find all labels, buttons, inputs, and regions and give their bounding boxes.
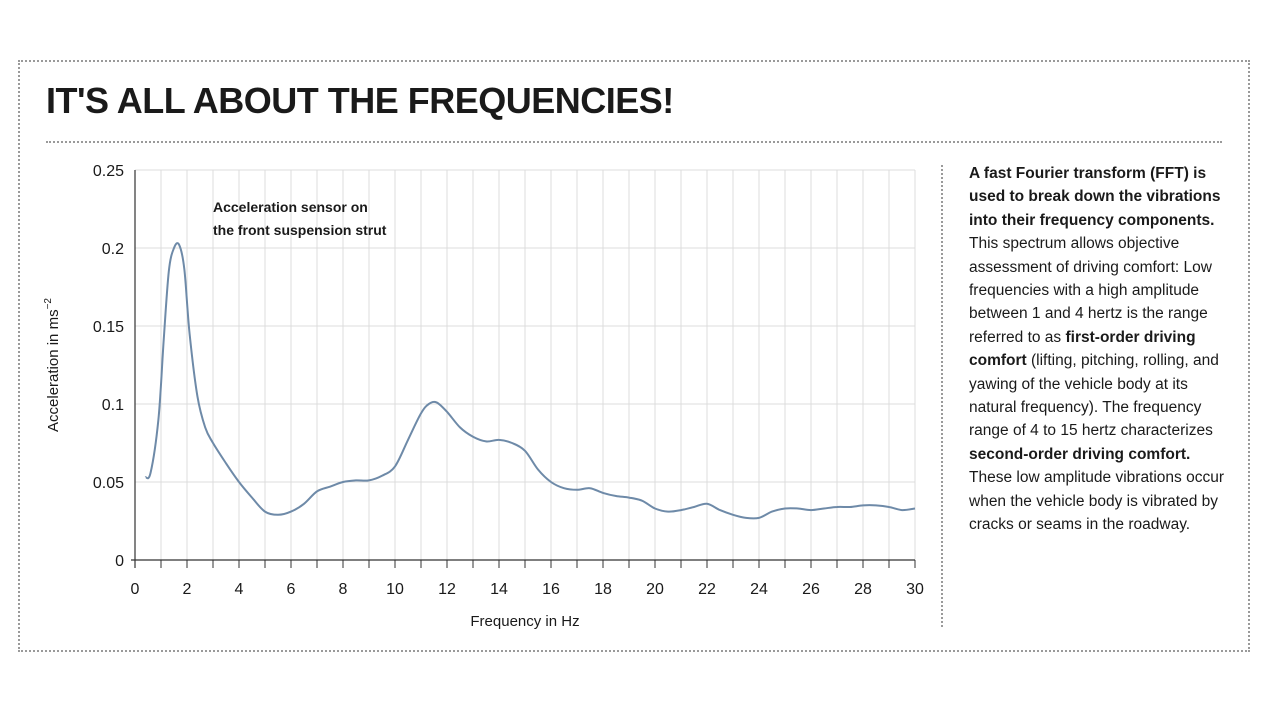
- y-tick-label: 0: [115, 553, 124, 570]
- x-tick-label: 4: [234, 581, 244, 598]
- caption-text: [969, 162, 1234, 537]
- caption-bold-run: first-order driving comfort: [969, 328, 1196, 370]
- x-axis-ticks: [131, 581, 924, 598]
- x-tick-label: 6: [286, 581, 296, 598]
- x-tick-label: 22: [698, 581, 716, 598]
- y-tick-label: 0.25: [92, 163, 124, 180]
- caption-bold-run: A fast Fourier transform (FFT) is used to break down the vibrations into their frequency components.: [969, 165, 1221, 229]
- chart-annotation-line-1: Acceleration sensor on: [213, 199, 368, 215]
- page-title: IT'S ALL ABOUT THE FREQUENCIES!: [46, 80, 674, 121]
- x-tick-label: 26: [802, 581, 820, 598]
- x-tick-label: 28: [854, 581, 872, 598]
- x-tick-label: 14: [490, 581, 508, 598]
- x-tick-label: 18: [594, 581, 612, 598]
- x-tick-label: 0: [130, 581, 140, 598]
- caption-bold-run: second-order driving comfort.: [969, 445, 1191, 463]
- x-tick-label: 12: [438, 581, 456, 598]
- x-axis-label: Frequency in Hz: [470, 613, 580, 630]
- y-axis-ticks: [93, 163, 124, 570]
- caption-divider: [941, 165, 943, 627]
- y-tick-label: 0.1: [101, 397, 124, 414]
- x-tick-label: 24: [750, 581, 768, 598]
- x-tick-label: 16: [542, 581, 560, 598]
- x-tick-label: 10: [386, 581, 404, 598]
- caption-run: (lifting, pitching, rolling, and yawing of the vehicle body at its natural frequency). The frequency range of 4 to 15 hertz characterizes: [969, 352, 1219, 440]
- y-tick-label: 0.2: [101, 241, 124, 258]
- chart-annotation-line-2: the front suspension strut: [213, 222, 387, 238]
- caption-run: These low amplitude vibrations occur when the vehicle body is vibrated by cracks or seams in the roadway.: [969, 469, 1225, 534]
- x-tick-label: 8: [338, 581, 348, 598]
- caption-run: This spectrum allows objective assessment of driving comfort: Low frequencies with a high amplitude between 1 and 4 hertz is the range referred to as: [969, 235, 1212, 346]
- y-tick-label: 0.15: [92, 319, 124, 336]
- y-tick-label: 0.05: [92, 475, 124, 492]
- y-axis-label-text: Acceleration in ms: [45, 309, 62, 432]
- spectrum-line: [145, 243, 915, 518]
- x-tick-label: 30: [906, 581, 924, 598]
- x-tick-label: 2: [182, 581, 192, 598]
- y-axis-label-superscript: −2: [43, 298, 54, 310]
- y-axis-label: [43, 298, 62, 432]
- x-tick-label: 20: [646, 581, 664, 598]
